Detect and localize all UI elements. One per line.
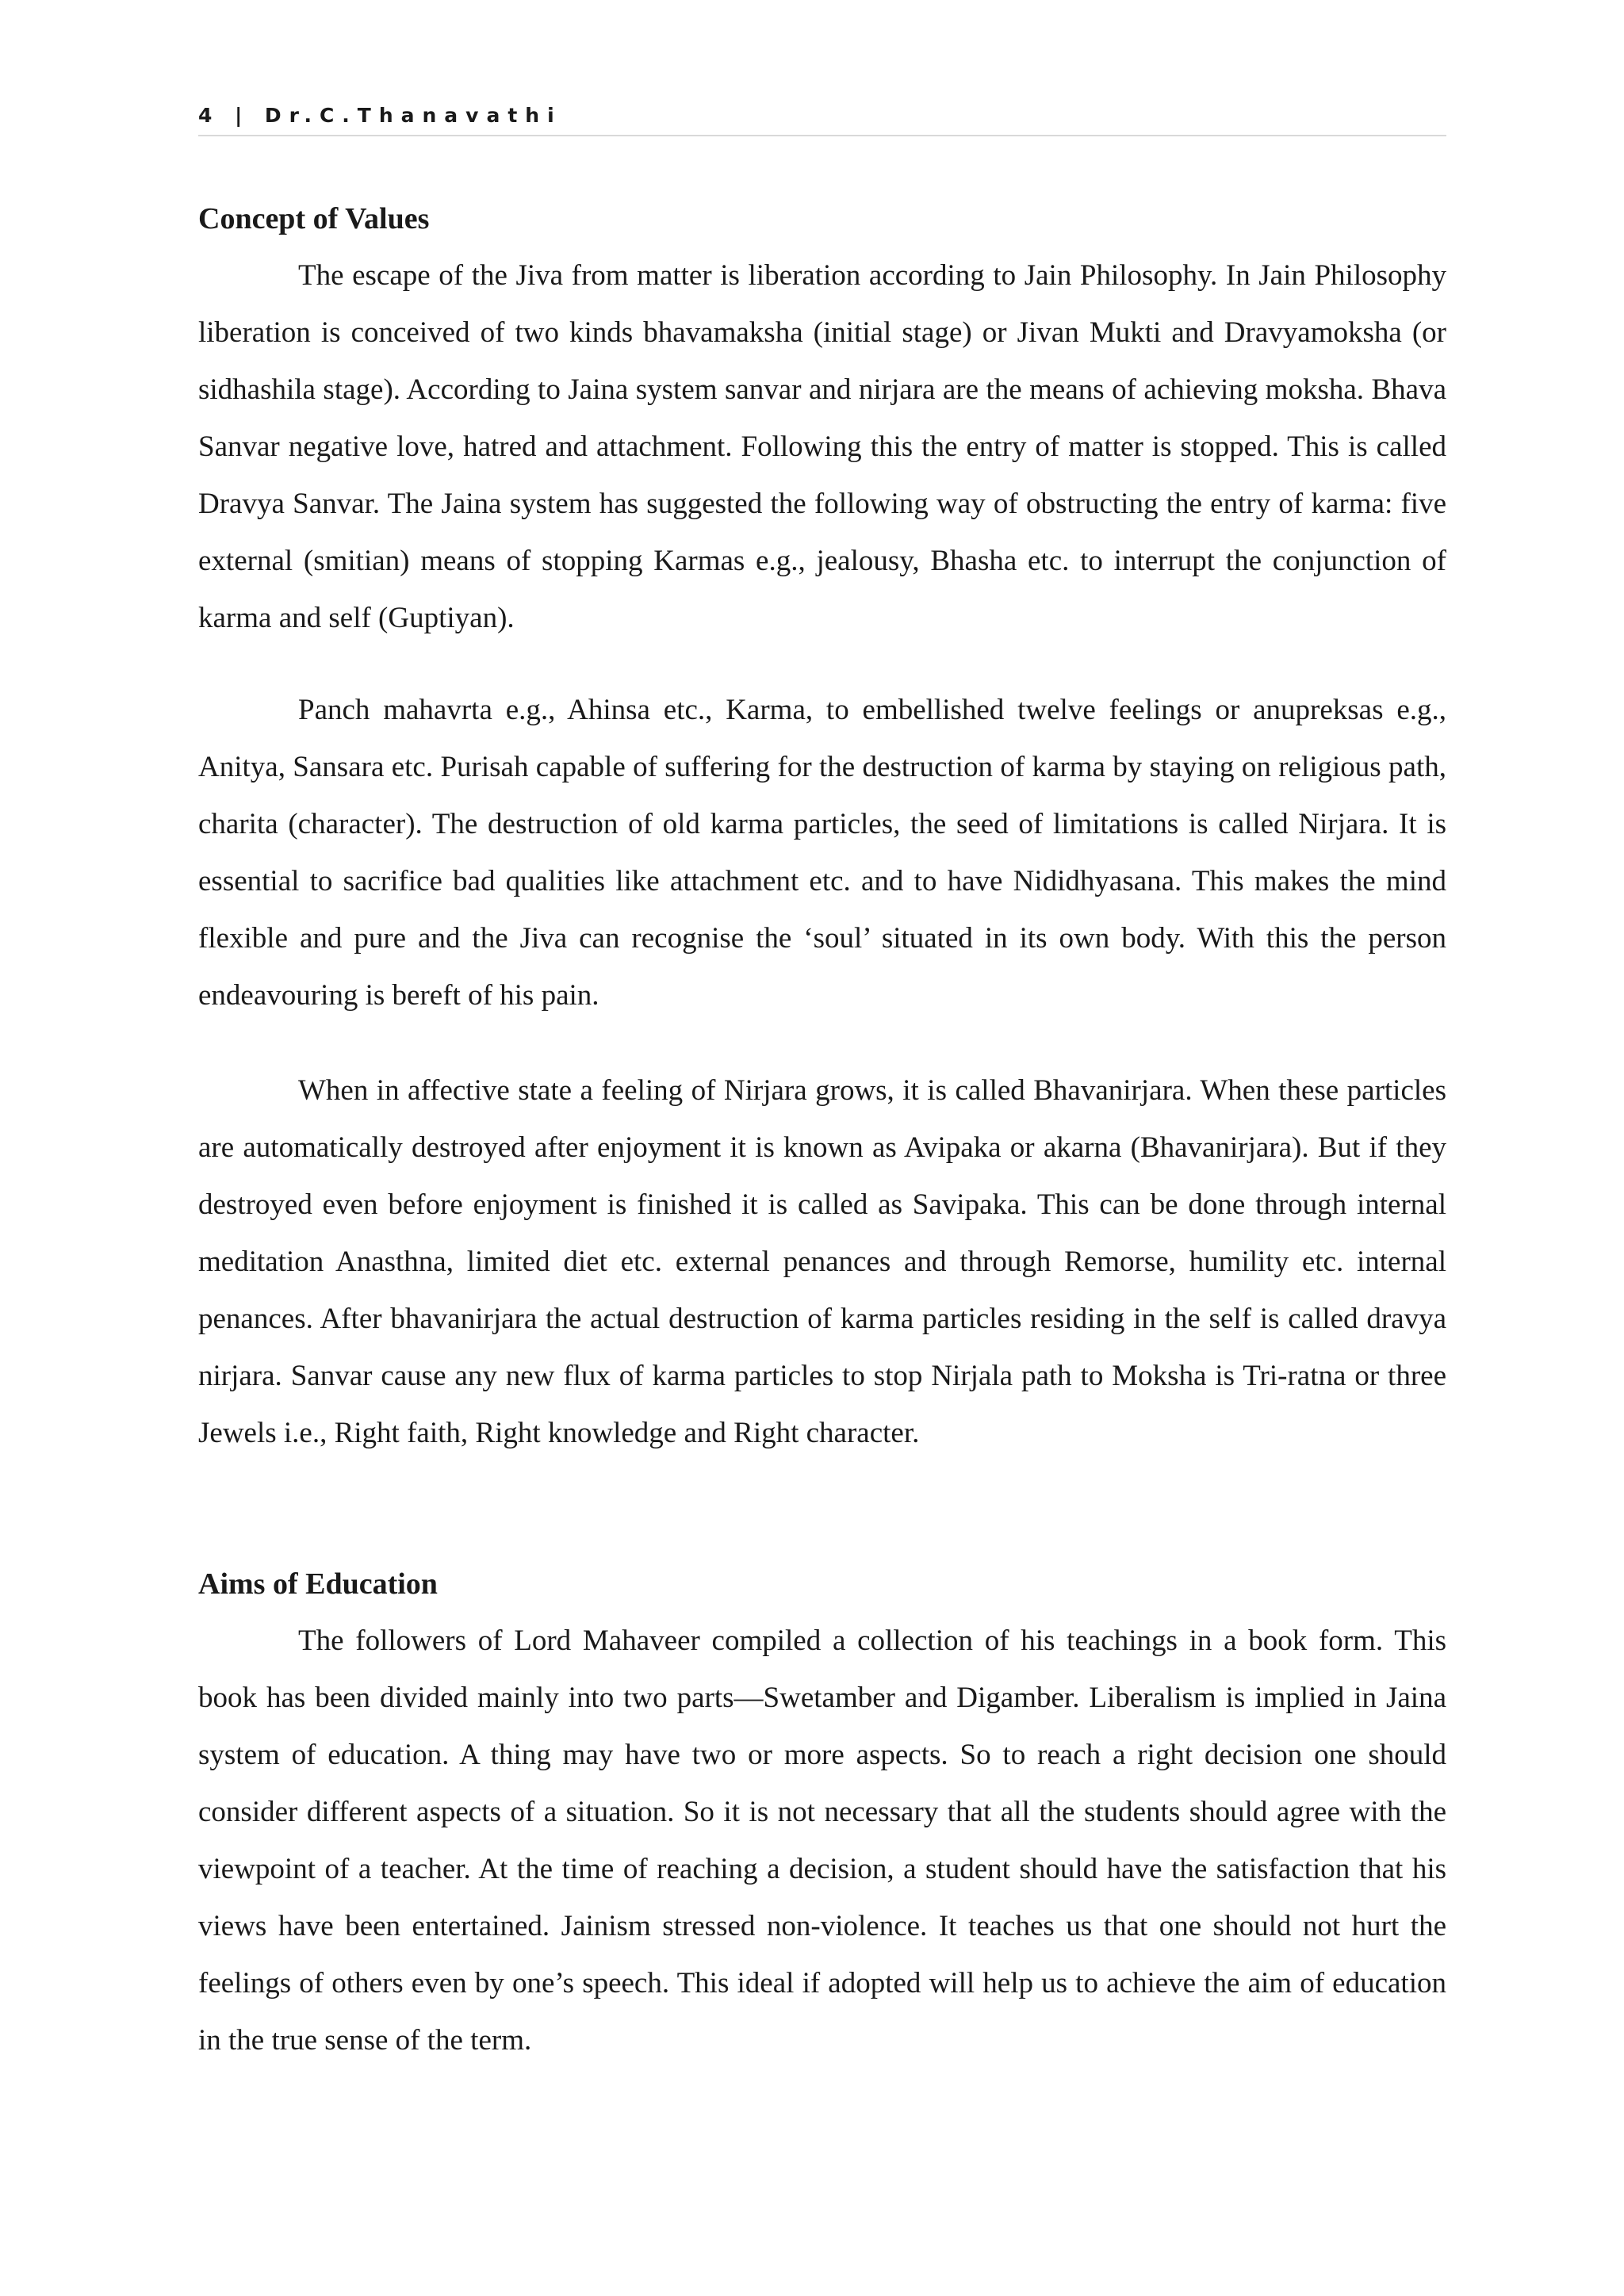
header-divider [198, 135, 1446, 136]
paragraph: The followers of Lord Mahaveer compiled a collection of his teachings in a book form. This book has been divided mainly into two parts—Swetamber and Digamber. Liberalism is implied in Jaina system of education. A thing may have two or more aspects. So to reach a right decision one should consider different aspects of a situation. So it is not necessary that all the students should agree with the viewpoint of a teacher. At the time of reaching a decision, a student should have the satisfaction that his views have been entertained. Jainism stressed non-violence. It teaches us that one should not hurt the feelings of others even by one’s speech. This ideal if adopted will help us to achieve the aim of education in the true sense of the term. [198, 1624, 1446, 2057]
section-concept-of-values [198, 190, 1446, 647]
paragraph: When in affective state a feeling of Nirjara grows, it is called Bhavanirjara. When these particles are automatically destroyed after enjoyment it is known as Avipaka or akarna (Bhavanirjara). But if they destroyed even before enjoyment is finished it is called as Savipaka. This can be done through internal meditation Anasthna, limited diet etc. external penances and through Remorse, humility etc. internal penances. After bhavanirjara the actual destruction of karma particles residing in the self is called dravya nirjara. Sanvar cause any new flux of karma particles to stop Nirjala path to Moksha is Tri-ratna or three Jewels i.e., Right faith, Right knowledge and Right character. [198, 1074, 1446, 1449]
section-heading: Aims of Education [198, 1567, 438, 1601]
section-heading: Concept of Values [198, 202, 430, 235]
running-header: 4 | Dr.C.Thanavathi [198, 104, 562, 127]
paragraph: The escape of the Jiva from matter is liberation according to Jain Philosophy. In Jain Philosophy liberation is conceived of two kinds bhavamaksha (initial stage) or Jivan Mukti and Dravyamoksha (or sidhashila stage). According to Jaina system sanvar and nirjara are the means of achieving moksha. Bhava Sanvar negative love, hatred and attachment. Following this the entry of matter is stopped. This is called Dravya Sanvar. The Jaina system has suggested the following way of obstructing the entry of karma: five external (smitian) means of stopping Karmas e.g., jealousy, Bhasha etc. to interrupt the conjunction of karma and self (Guptiyan). [198, 259, 1446, 634]
section-aims-of-education [198, 1556, 1446, 2069]
paragraph: Panch mahavrta e.g., Ahinsa etc., Karma, to embellished twelve feelings or anupreksas e.g., Anitya, Sansara etc. Purisah capable of suffering for the destruction of karma by staying on religious path, charita (character). The destruction of old karma particles, the seed of limitations is called Nirjara. It is essential to sacrifice bad qualities like attachment etc. and to have Nididhyasana. This makes the mind flexible and pure and the Jiva can recognise the ‘soul’ situated in its own body. With this the person endeavouring is bereft of his pain. [198, 694, 1446, 1012]
